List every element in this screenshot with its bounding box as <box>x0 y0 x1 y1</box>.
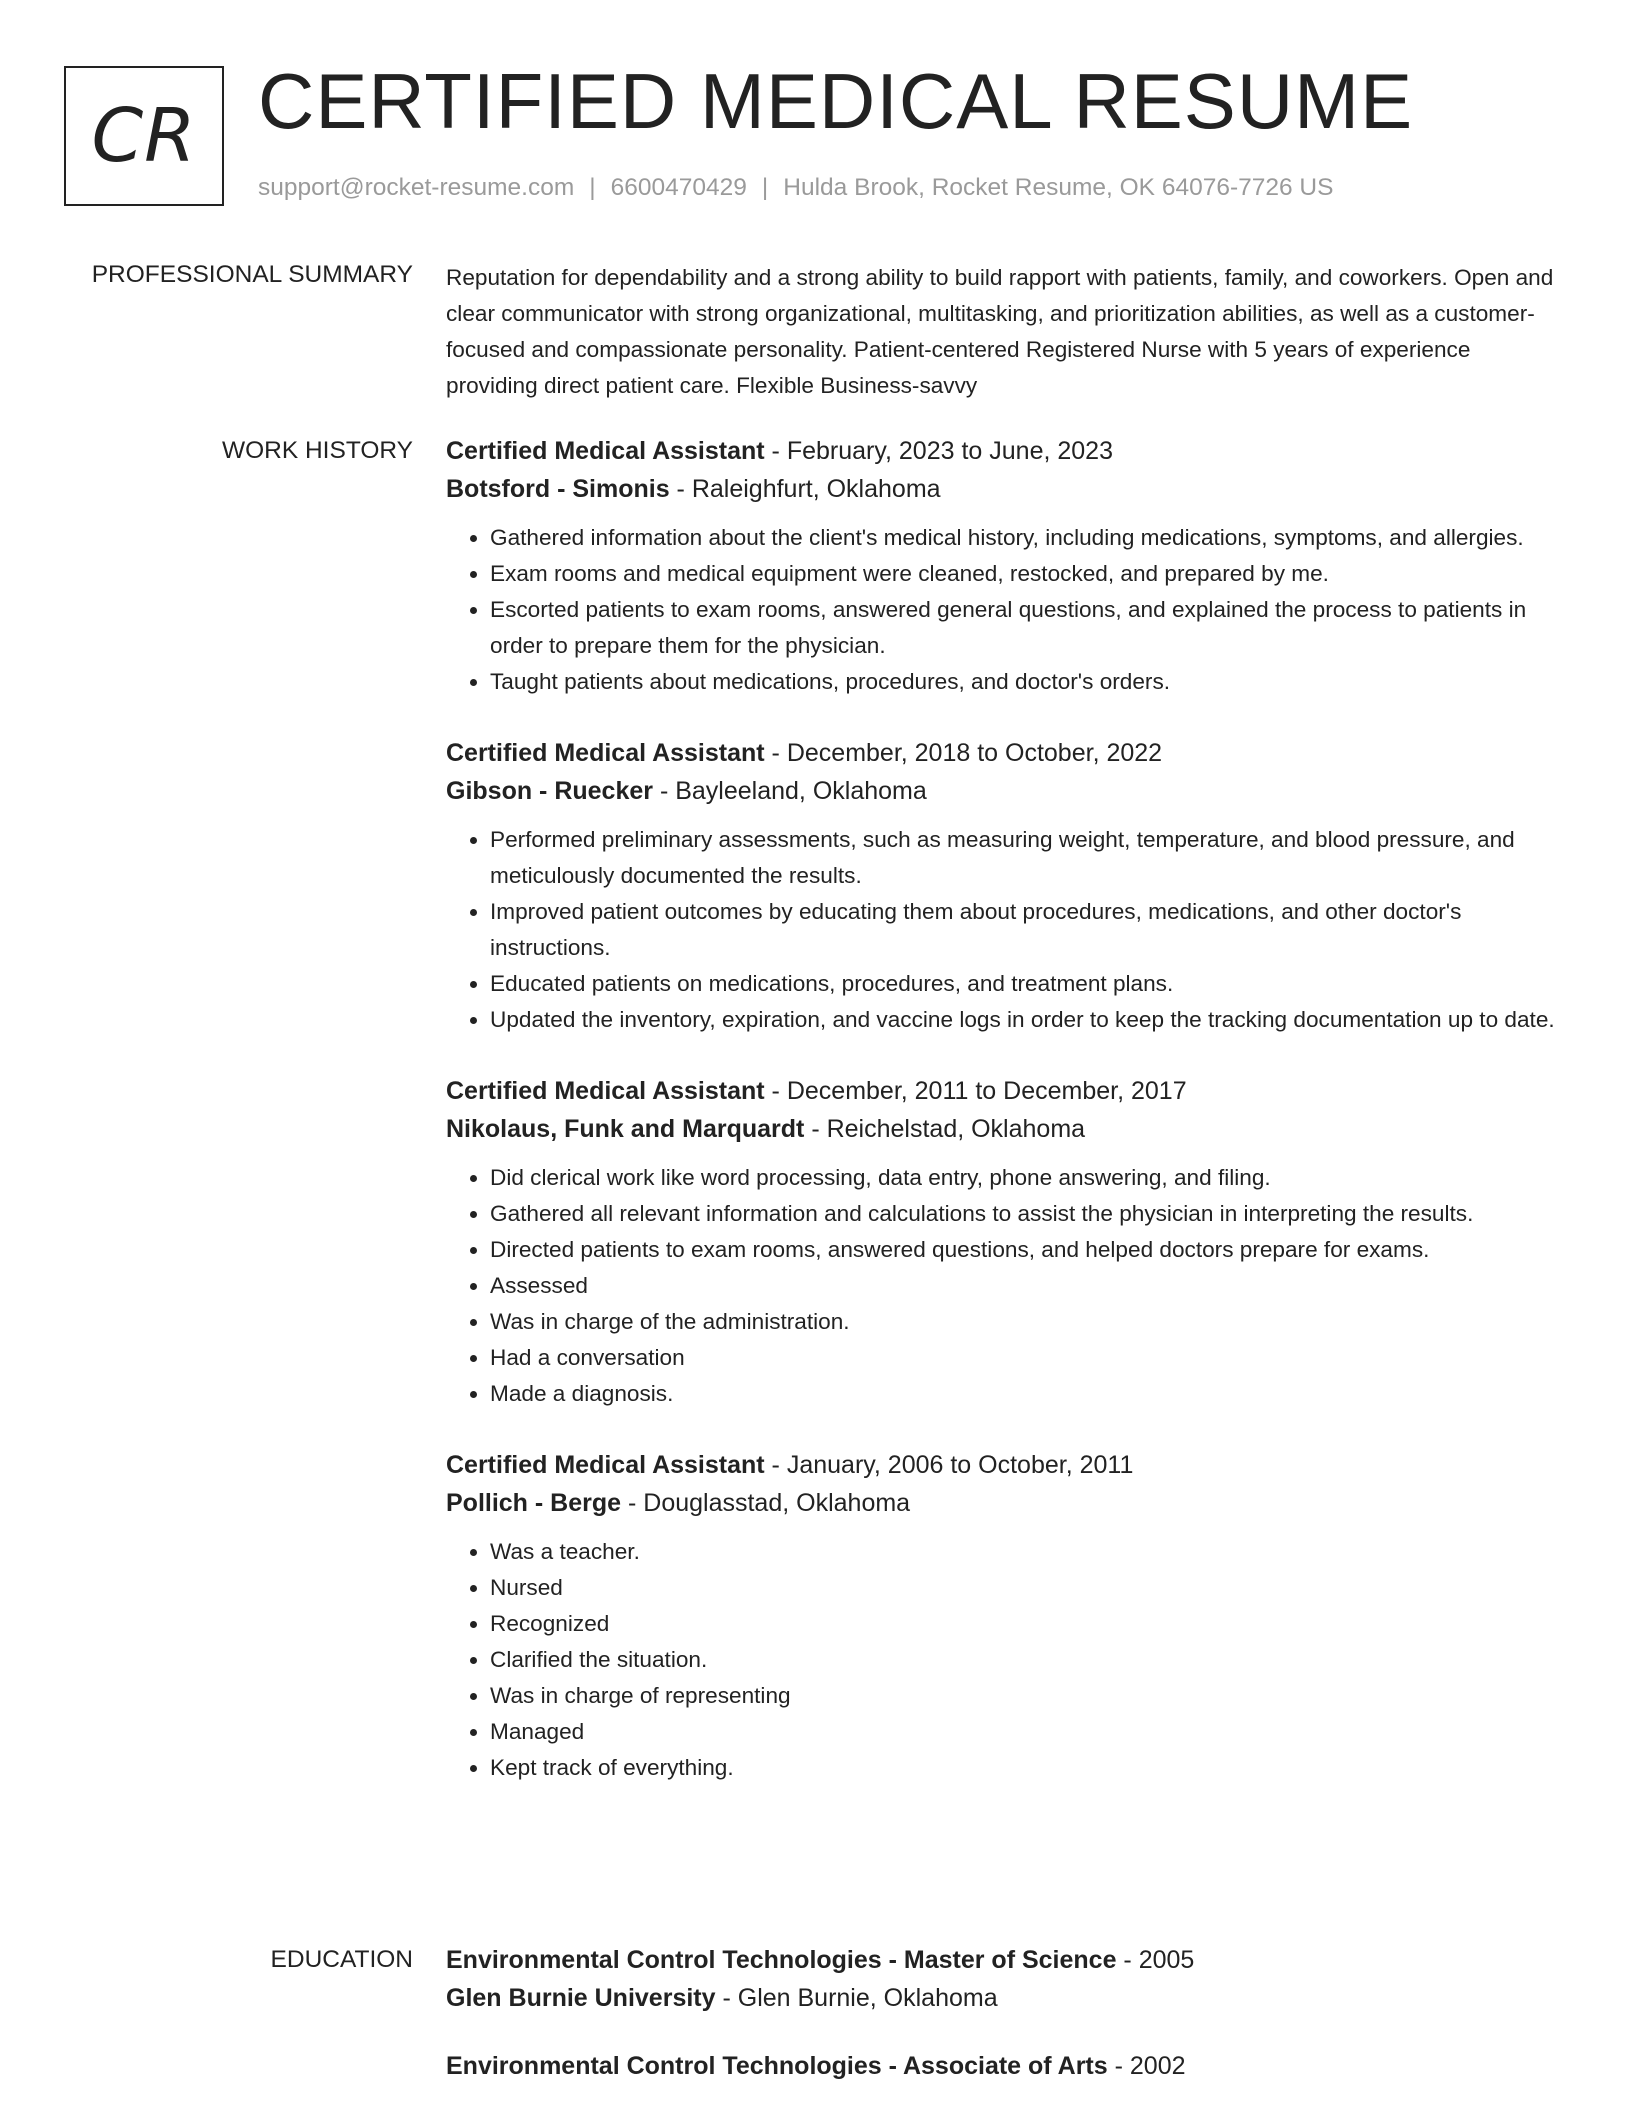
job-title-line <box>446 1072 1561 1110</box>
work-history-list <box>446 432 1561 1820</box>
job-entry <box>446 734 1561 1038</box>
job-location: - Bayleeland, Oklahoma <box>653 777 927 805</box>
resume-title: CERTIFIED MEDICAL RESUME <box>258 57 1414 145</box>
job-entry <box>446 432 1561 700</box>
education-list <box>446 1941 1561 2115</box>
job-employer-line <box>446 470 1561 508</box>
job-entry <box>446 1072 1561 1412</box>
job-dates: - January, 2006 to October, 2011 <box>764 1451 1134 1479</box>
job-bullet: • Updated the inventory, expiration, and vaccine logs in order to keep the tracking documentation up to date. <box>490 1002 1561 1038</box>
job-title-line <box>446 734 1561 772</box>
contact-phone: 6600470429 <box>610 174 747 201</box>
degree-line <box>446 1941 1561 1979</box>
degree: Environmental Control Technologies - Associate of Arts <box>446 2052 1108 2080</box>
job-location: - Reichelstad, Oklahoma <box>804 1115 1086 1143</box>
school-line <box>446 1979 1561 2017</box>
job-bullet: • Assessed <box>490 1268 1561 1304</box>
job-bullet: • Gathered all relevant information and calculations to assist the physician in interpreting the results. <box>490 1196 1561 1232</box>
job-title: Certified Medical Assistant <box>446 1451 765 1479</box>
job-bullet: • Had a conversation <box>490 1340 1561 1376</box>
school: Glen Burnie University <box>446 1984 716 2012</box>
degree-year: - 2005 <box>1116 1946 1195 1974</box>
job-title-line <box>446 432 1561 470</box>
job-bullet: • Gathered information about the client's medical history, including medications, symptoms, and allergies. <box>490 520 1561 556</box>
job-bullet: • Was a teacher. <box>490 1534 1561 1570</box>
job-employer-line <box>446 1110 1561 1148</box>
school-location: - Glen Burnie, Oklahoma <box>715 1984 998 2012</box>
contact-address: Hulda Brook, Rocket Resume, OK 64076-7726 US <box>783 174 1334 201</box>
job-employer: Nikolaus, Funk and Marquardt <box>446 1115 805 1143</box>
job-bullet: • Was in charge of the administration. <box>490 1304 1561 1340</box>
job-employer: Botsford - Simonis <box>446 475 670 503</box>
work-history-label: WORK HISTORY <box>221 437 413 464</box>
job-dates: - December, 2018 to October, 2022 <box>764 739 1163 767</box>
job-title: Certified Medical Assistant <box>446 739 765 767</box>
job-bullet: • Performed preliminary assessments, such as measuring weight, temperature, and blood pressure, and meticulously documented the results. <box>490 822 1561 894</box>
job-title: Certified Medical Assistant <box>446 1077 765 1105</box>
job-bullet: • Was in charge of representing <box>490 1678 1561 1714</box>
degree: Environmental Control Technologies - Master of Science <box>446 1946 1117 1974</box>
job-bullet: • Exam rooms and medical equipment were cleaned, restocked, and prepared by me. <box>490 556 1561 592</box>
job-dates: - December, 2011 to December, 2017 <box>764 1077 1187 1105</box>
job-bullets <box>446 1534 1561 1786</box>
job-title: Certified Medical Assistant <box>446 437 765 465</box>
job-employer-line <box>446 1484 1561 1522</box>
monogram-box <box>64 66 224 206</box>
contact-separator: | <box>589 174 596 201</box>
contact-email: support@rocket-resume.com <box>258 174 575 201</box>
education-label: EDUCATION <box>270 1946 413 1973</box>
job-location: - Raleighfurt, Oklahoma <box>669 475 941 503</box>
job-bullet: • Did clerical work like word processing, data entry, phone answering, and filing. <box>490 1160 1561 1196</box>
degree-year: - 2002 <box>1107 2052 1186 2080</box>
job-bullets <box>446 822 1561 1038</box>
job-bullet: • Directed patients to exam rooms, answered questions, and helped doctors prepare for exams. <box>490 1232 1561 1268</box>
job-employer: Pollich - Berge <box>446 1489 622 1517</box>
job-bullet: • Kept track of everything. <box>490 1750 1561 1786</box>
job-bullet: • Taught patients about medications, procedures, and doctor's orders. <box>490 664 1561 700</box>
contact-line <box>258 174 1333 202</box>
monogram-initials: CR <box>91 93 197 179</box>
job-dates: - February, 2023 to June, 2023 <box>764 437 1113 465</box>
job-bullet: • Escorted patients to exam rooms, answered general questions, and explained the process to patients in order to prepare them for the physician. <box>490 592 1561 664</box>
summary-label: PROFESSIONAL SUMMARY <box>91 261 413 288</box>
job-bullet: • Clarified the situation. <box>490 1642 1561 1678</box>
job-entry <box>446 1446 1561 1786</box>
job-bullet: • Improved patient outcomes by educating them about procedures, medications, and other doctor's instructions. <box>490 894 1561 966</box>
job-bullet: • Made a diagnosis. <box>490 1376 1561 1412</box>
job-bullets <box>446 1160 1561 1412</box>
job-bullet: • Managed <box>490 1714 1561 1750</box>
job-title-line <box>446 1446 1561 1484</box>
job-location: - Douglasstad, Oklahoma <box>621 1489 911 1517</box>
job-bullet: • Nursed <box>490 1570 1561 1606</box>
education-entry <box>446 1941 1561 2017</box>
job-bullets <box>446 520 1561 700</box>
job-employer: Gibson - Ruecker <box>446 777 653 805</box>
job-bullet: • Educated patients on medications, procedures, and treatment plans. <box>490 966 1561 1002</box>
summary-text: Reputation for dependability and a strong ability to build rapport with patients, family, and coworkers. Open and clear communicator with strong organizational, multitasking, and prioritization abilities, as well as a customer-focused and compassionate personality. Patient-centered Registered Nurse with 5 years of experience providing direct patient care. Flexible Business-savvy <box>446 265 1554 398</box>
job-employer-line <box>446 772 1561 810</box>
job-bullet: • Recognized <box>490 1606 1561 1642</box>
education-entry <box>446 2047 1561 2085</box>
contact-separator: | <box>761 174 769 201</box>
degree-line <box>446 2047 1561 2085</box>
